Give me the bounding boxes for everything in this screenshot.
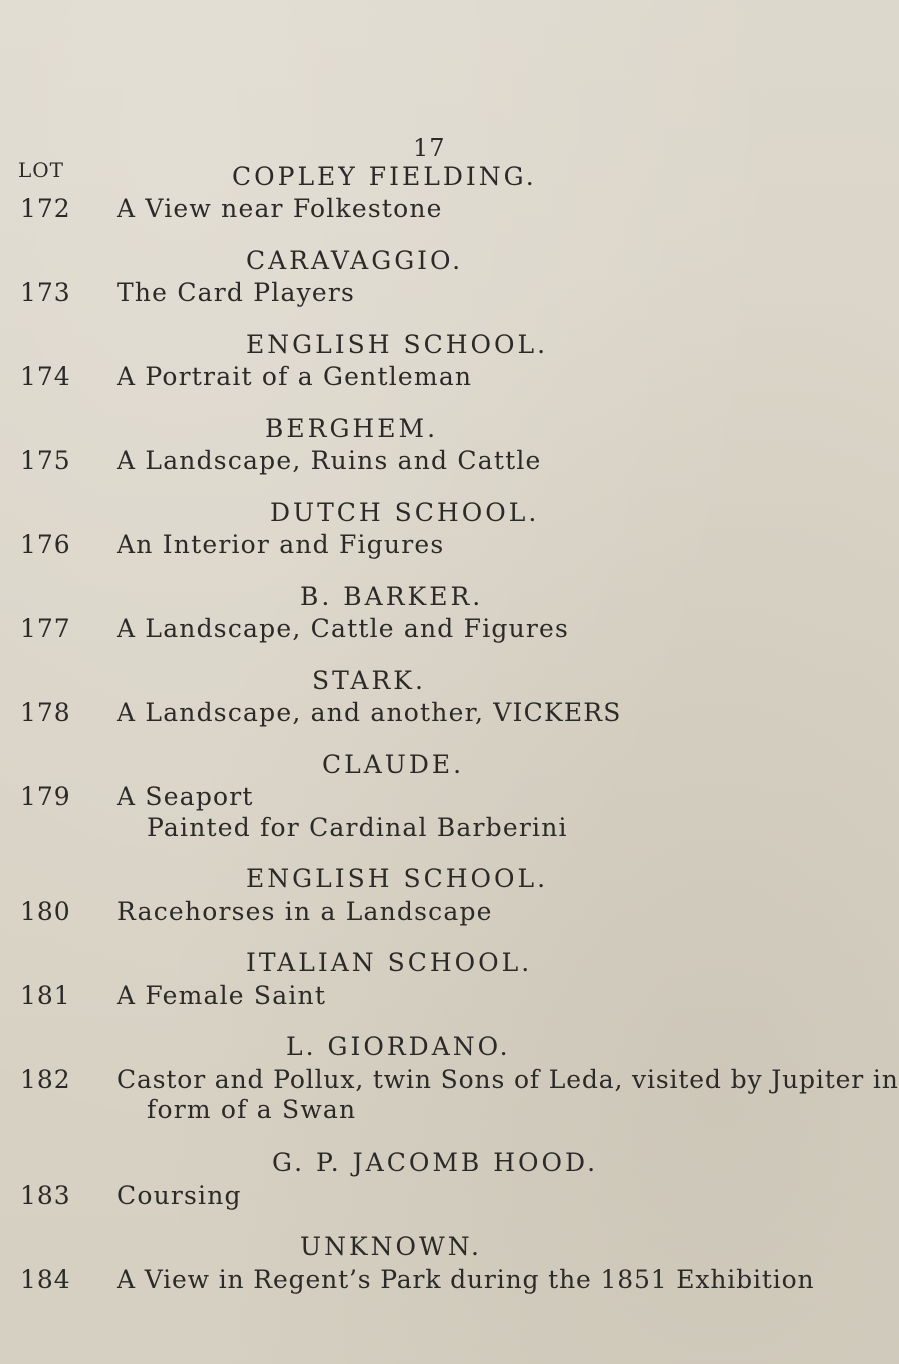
lot-number: 174 [20,362,71,391]
lot-number: 181 [20,981,71,1010]
artist-heading: DUTCH SCHOOL. [270,498,540,527]
lot-title: A Female Saint [117,981,327,1010]
lot-number: 182 [20,1065,71,1094]
lot-title: A View near Folkestone [117,194,443,223]
artist-heading: B. BARKER. [300,582,484,611]
lot-title: A Landscape, and another, VICKERS [117,698,622,727]
lot-title: A View in Regent’s Park during the 1851 Exhibition [117,1265,815,1294]
lot-number: 175 [20,446,71,475]
lot-number: 183 [20,1181,71,1210]
lot-number: 176 [20,530,71,559]
lot-number: 180 [20,897,71,926]
lot-number: 173 [20,278,71,307]
lot-title: An Interior and Figures [117,530,445,559]
lot-number: 178 [20,698,71,727]
lot-column-header: LOT [18,158,65,182]
lot-title: The Card Players [117,278,356,307]
page-number: 17 [413,134,446,162]
lot-subtitle: form of a Swan [147,1095,357,1124]
lot-title: A Portrait of a Gentleman [117,362,473,391]
artist-heading: BERGHEM. [265,414,439,443]
lot-number: 172 [20,194,71,223]
artist-heading: COPLEY FIELDING. [232,162,537,191]
lot-number: 179 [20,782,71,811]
artist-heading: L. GIORDANO. [286,1032,511,1061]
artist-heading: ITALIAN SCHOOL. [246,948,533,977]
lot-title: Coursing [117,1181,242,1210]
artist-heading: ENGLISH SCHOOL. [246,864,549,893]
lot-subtitle: Painted for Cardinal Barberini [147,813,568,842]
lot-number: 184 [20,1265,71,1294]
artist-heading: G. P. JACOMB HOOD. [272,1148,599,1177]
lot-title: Castor and Pollux, twin Sons of Leda, visited by Jupiter in [117,1065,899,1094]
artist-heading: CARAVAGGIO. [246,246,464,275]
artist-heading: ENGLISH SCHOOL. [246,330,549,359]
lot-title: A Landscape, Cattle and Figures [117,614,570,643]
lot-number: 177 [20,614,71,643]
artist-heading: UNKNOWN. [300,1232,482,1261]
lot-title: Racehorses in a Landscape [117,897,493,926]
lot-title: A Landscape, Ruins and Cattle [117,446,542,475]
artist-heading: CLAUDE. [322,750,465,779]
artist-heading: STARK. [312,666,426,695]
lot-title: A Seaport [117,782,254,811]
